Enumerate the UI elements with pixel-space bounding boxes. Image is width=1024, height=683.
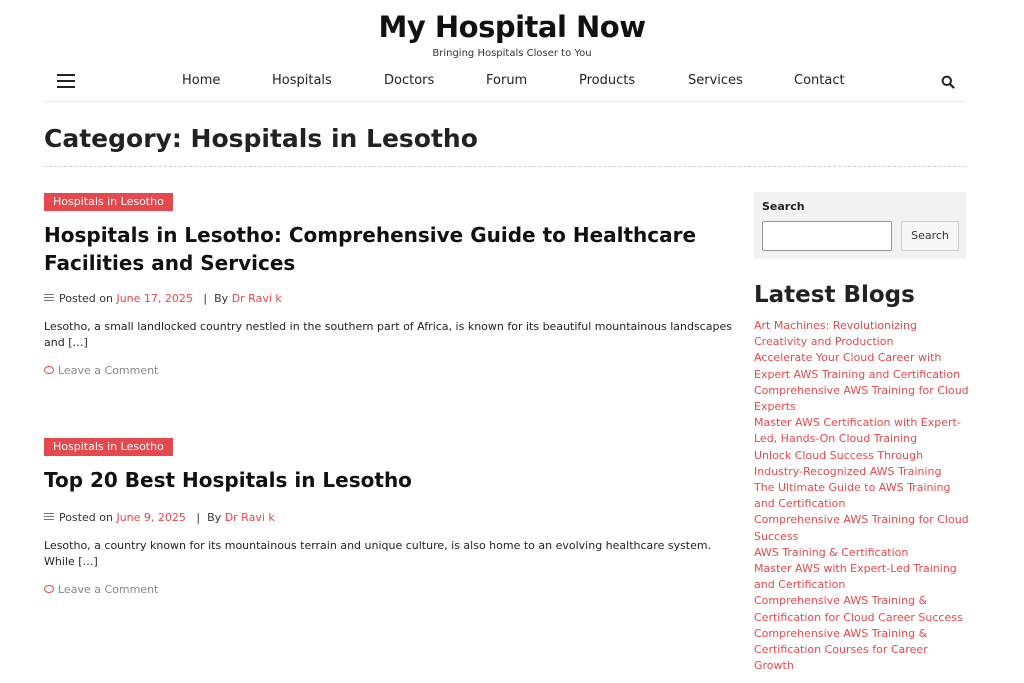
title-divider	[44, 166, 966, 167]
latest-blog-link[interactable]: AWS Training & Certification	[754, 545, 909, 559]
comment-bubble-icon	[44, 366, 54, 374]
post-date[interactable]: June 17, 2025	[116, 292, 193, 305]
posted-on-label: Posted on	[59, 292, 113, 305]
post-date[interactable]: June 9, 2025	[116, 511, 186, 524]
search-button[interactable]: Search	[901, 221, 959, 251]
latest-blog-link[interactable]: The Ultimate Guide to AWS Training and Certification	[754, 481, 951, 511]
latest-blog-link[interactable]: Comprehensive AWS Training for Cloud Experts	[754, 383, 969, 414]
post-card	[44, 438, 734, 603]
post-meta	[44, 511, 275, 524]
comment-link-label: Leave a Comment	[58, 583, 159, 596]
post-card	[44, 193, 734, 388]
latest-blogs-list	[754, 318, 969, 683]
latest-blog-link[interactable]: Unlock Cloud Success Through Industry-Recognized AWS Training	[754, 448, 942, 478]
by-label: By	[214, 292, 229, 305]
nav-item-contact[interactable]: Contact	[794, 73, 845, 88]
latest-blog-link[interactable]: Comprehensive AWS Training for Cloud Success	[754, 513, 969, 543]
posted-on-label: Posted on	[59, 511, 113, 524]
site-tagline: Bringing Hospitals Closer to You	[432, 48, 592, 59]
comment-link[interactable]	[44, 583, 158, 596]
post-title[interactable]: Hospitals in Lesotho: Comprehensive Guide to Healthcare Facilities and Services	[44, 223, 697, 275]
post-meta	[44, 292, 282, 305]
search-input[interactable]	[762, 221, 892, 251]
latest-blogs-title: Latest Blogs	[754, 282, 915, 308]
latest-blog-link[interactable]: Comprehensive AWS Training & Certification for Cloud Career Success	[754, 594, 963, 624]
post-author[interactable]: Dr Ravi k	[224, 511, 275, 524]
latest-blog-link[interactable]: Comprehensive AWS Training & Certification Courses for Career Growth	[754, 626, 928, 673]
latest-blog-link[interactable]: Accelerate Your Cloud Career with Expert AWS Training and Certification	[754, 351, 961, 381]
comment-link-label: Leave a Comment	[58, 364, 159, 377]
category-badge[interactable]: Hospitals in Lesotho	[44, 438, 173, 456]
meta-lines-icon	[44, 294, 54, 302]
nav-item-services[interactable]: Services	[688, 73, 743, 88]
nav-item-doctors[interactable]: Doctors	[384, 73, 435, 88]
meta-separator: |	[203, 292, 208, 305]
header-divider	[44, 101, 966, 102]
latest-blog-link[interactable]: Art Machines: Revolutionizing Creativity and Production	[754, 319, 917, 349]
latest-blog-link[interactable]: Master AWS with Expert-Led Training and Certification	[754, 562, 957, 592]
post-excerpt: Lesotho, a small landlocked country nestled in the southern part of Africa, is known for its beautiful mountainous landscapes and […]	[44, 320, 732, 349]
post-excerpt: Lesotho, a country known for its mountainous terrain and unique culture, is also home to an evolving healthcare system. While […]	[44, 539, 712, 568]
comment-bubble-icon	[44, 585, 54, 593]
main-nav	[0, 73, 1024, 91]
category-badge[interactable]: Hospitals in Lesotho	[44, 193, 173, 211]
meta-lines-icon	[44, 513, 54, 521]
site-header	[0, 0, 1024, 102]
site-title[interactable]: My Hospital Now	[378, 10, 646, 44]
by-label: By	[207, 511, 222, 524]
meta-separator: |	[196, 511, 201, 524]
search-icon[interactable]	[941, 74, 955, 88]
search-widget	[754, 192, 966, 259]
search-widget-label: Search	[762, 200, 805, 213]
nav-item-forum[interactable]: Forum	[486, 73, 528, 88]
comment-link[interactable]	[44, 364, 158, 377]
nav-item-hospitals[interactable]: Hospitals	[272, 73, 332, 88]
page-title: Category: Hospitals in Lesotho	[44, 124, 478, 153]
post-title[interactable]: Top 20 Best Hospitals in Lesotho	[44, 468, 412, 492]
latest-blog-link[interactable]: Master AWS Certification with Expert-Led, Hands-On Cloud Training	[754, 416, 961, 446]
post-author[interactable]: Dr Ravi k	[231, 292, 282, 305]
nav-item-home[interactable]: Home	[182, 73, 221, 88]
nav-item-products[interactable]: Products	[579, 73, 636, 88]
